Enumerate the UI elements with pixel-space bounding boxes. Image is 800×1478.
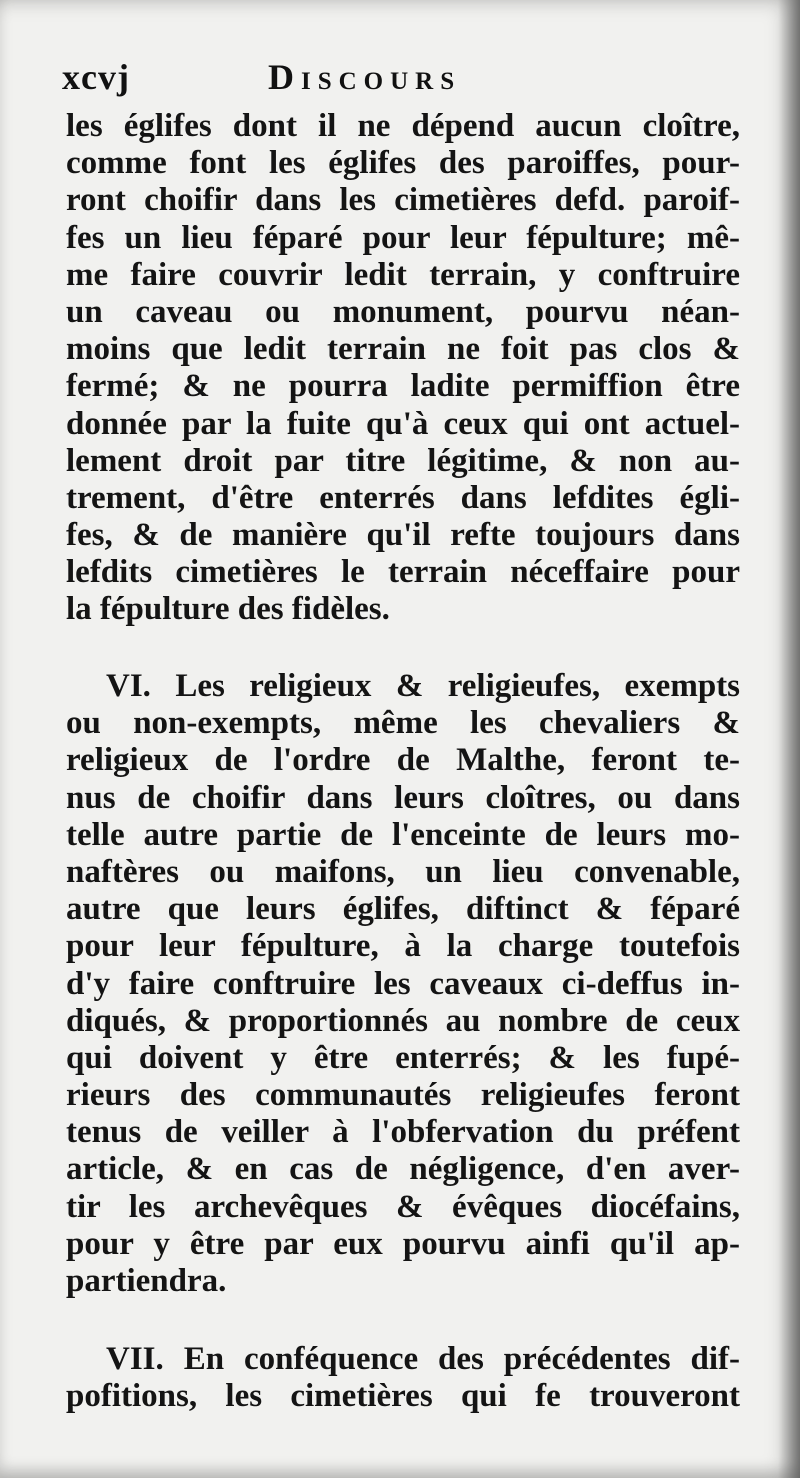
paragraph [66,108,740,629]
text-line: donnée par la fuite qu'à ceux qui ont actuel- [66,405,740,442]
text-line: naftères ou maifons, un lieu convenable, [66,853,740,890]
text-line: religieux de l'ordre de Malthe, feront te- [66,742,740,779]
text-line: partiendra. [66,1263,227,1299]
text-line: fes un lieu féparé pour leur fépulture; mê- [66,219,740,256]
paragraph-article-vi [66,668,740,1300]
text-line: diqués, & proportionnés au nombre de ceux [66,1002,740,1039]
text-line: moins que ledit terrain ne foit pas clos & [66,331,740,368]
text-line: pour y être par eux pourvu ainfi qu'il ap- [66,1225,740,1262]
text-line: fermé; & ne pourra ladite permiffion être [66,368,740,405]
text-line: trement, d'être enterrés dans lefdites égli- [66,479,740,516]
page-edge-shadow [778,0,800,1478]
text-line: nus de choifir dans leurs cloîtres, ou dans [66,779,740,816]
text-line: ou non-exempts, même les chevaliers & [66,705,740,742]
text-line: VI. Les religieux & religieufes, exempts [106,668,740,704]
text-line: ront choifir dans les cimetières defd. paroif- [66,182,740,219]
text-line: rieurs des communautés religieufes feront [66,1077,740,1114]
text-line: telle autre partie de l'enceinte de leurs mo- [66,816,740,853]
text-line: qui doivent y être enterrés; & les fupé- [66,1039,740,1076]
text-line: comme font les églifes des paroiffes, pour- [66,145,740,182]
page-header [62,52,762,104]
text-line: d'y faire conftruire les caveaux ci-deffus in- [66,965,740,1002]
page-number: xcvj [62,57,130,97]
text-line: fes, & de manière qu'il refte toujours dans [66,517,740,554]
text-line: un caveau ou monument, pourvu néan- [66,293,740,330]
text-line: lement droit par titre légitime, & non au- [66,442,740,479]
text-line: tir les archevêques & évêques diocéfains, [66,1188,740,1225]
text-line: pour leur fépulture, à la charge toutefois [66,928,740,965]
text-line: VII. En conféquence des précédentes dif- [106,1341,740,1377]
text-line: les églifes dont il ne dépend aucun cloître, [66,108,740,144]
text-line: pofitions, les cimetières qui fe trouveront [66,1378,740,1415]
text-line: me faire couvrir ledit terrain, y conftruire [66,256,740,293]
text-line: tenus de veiller à l'obfervation du préfent [66,1114,740,1151]
running-title: Discours [268,57,462,97]
text-line: autre que leurs églifes, diftinct & féparé [66,891,740,928]
text-line: article, & en cas de négligence, d'en aver- [66,1151,740,1188]
text-line: la fépulture des fidèles. [66,591,390,628]
text-line: lefdits cimetières le terrain néceffaire pour [66,554,740,591]
paragraph-article-vii [66,1341,740,1415]
